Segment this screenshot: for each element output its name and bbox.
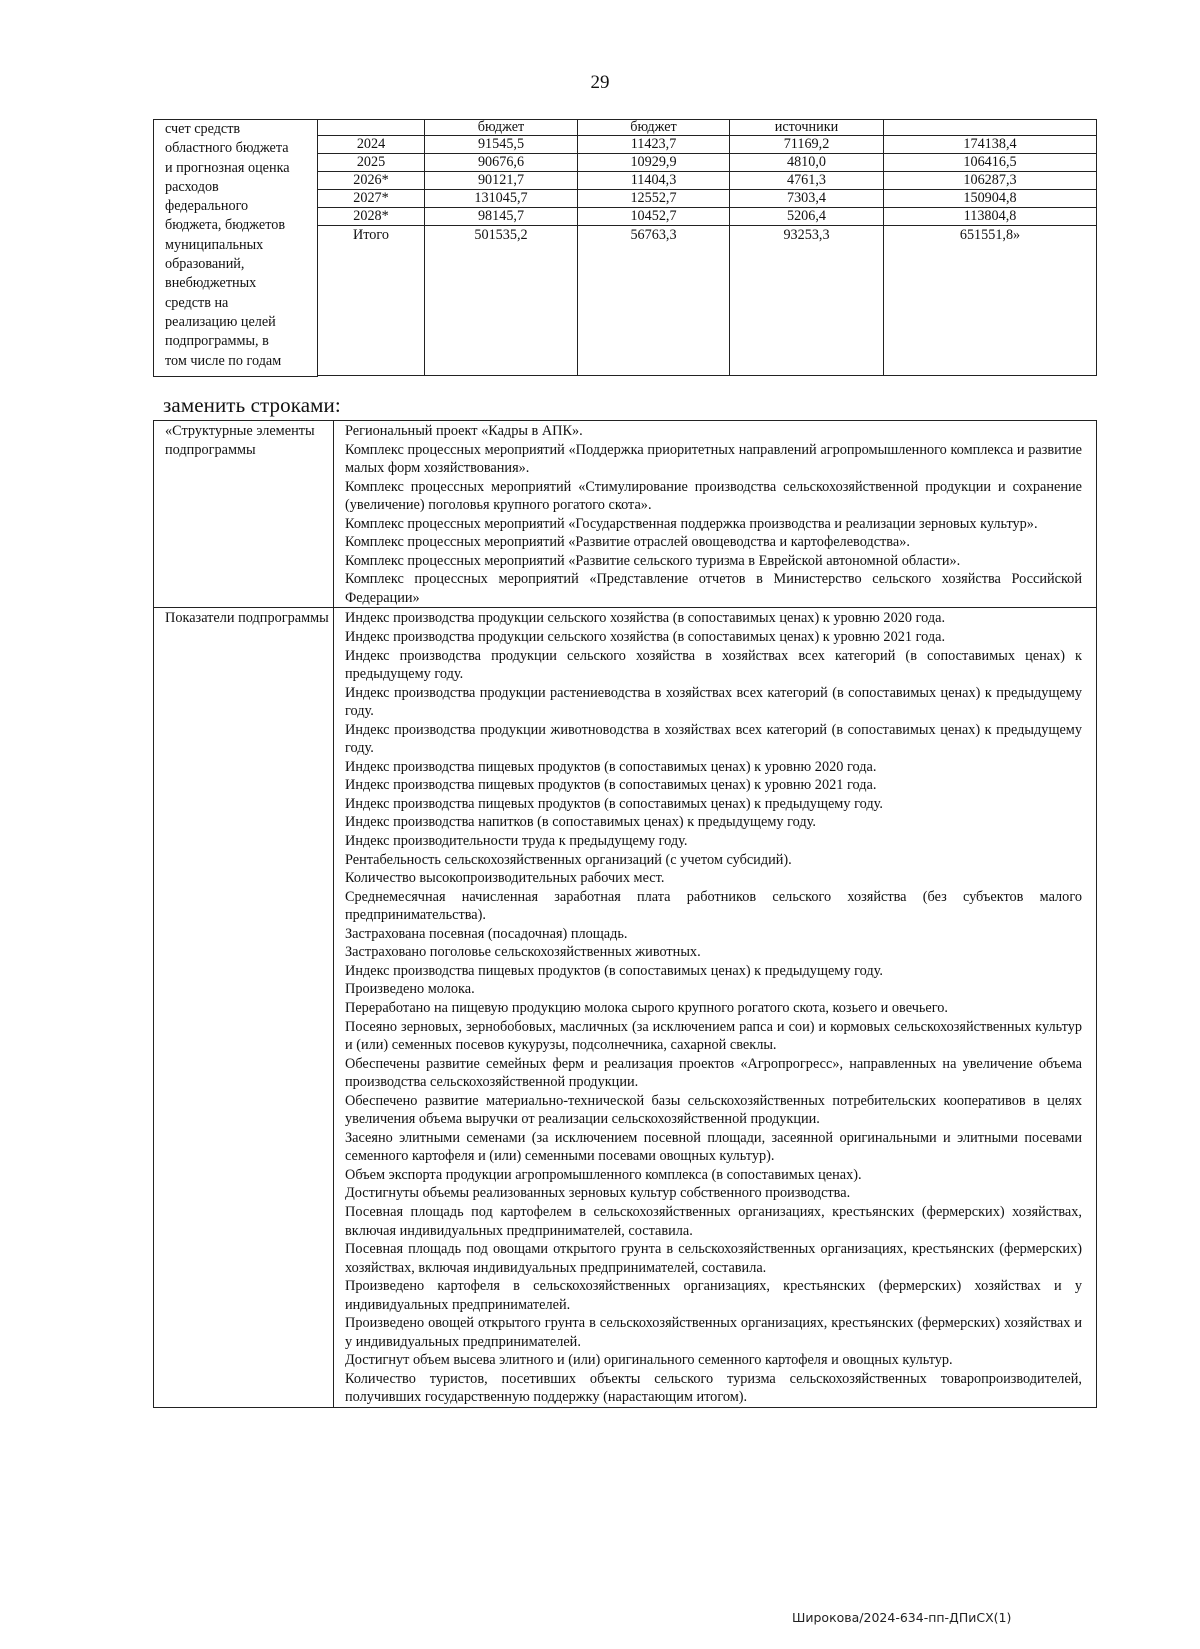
value-cell: 10929,9: [578, 154, 730, 172]
subprogram-table: [153, 420, 1097, 1408]
label-line: счет средств: [165, 121, 241, 137]
list-item: Объем экспорта продукции агропромышленного комплекса (в сопоставимых ценах).: [345, 1166, 862, 1183]
list-item: Засеяно элитными семенами (за исключением посевной площади, засеянной оригинальными и элитными посевами семенного картофеля и (или) семенными посевами овощных культур).: [345, 1129, 1082, 1165]
indicators-label: Показатели подпрограммы: [154, 608, 334, 1408]
table-row: [154, 421, 1097, 608]
list-item: Индекс производства продукции животноводства в хозяйствах всех категорий (в сопоставимых ценах) к предыдущему году.: [345, 721, 1082, 757]
header-cell: бюджет: [425, 120, 578, 136]
value-cell: 90121,7: [425, 172, 578, 190]
list-item: Обеспечено развитие материально-технической базы сельскохозяйственных потребительских кооперативов в целях увеличения объема выручки от реализации сельскохозяйственной продукции.: [345, 1092, 1082, 1128]
list-item: Индекс производства пищевых продуктов (в сопоставимых ценах) к предыдущему году.: [345, 962, 883, 979]
list-item: Обеспечены развитие семейных ферм и реализация проектов «Агропрогресс», направленных на увеличение объема производства сельскохозяйственной продукции.: [345, 1055, 1082, 1091]
total-label: Итого: [318, 226, 425, 376]
label-line: реализацию целей: [165, 313, 276, 330]
year-cell: 2028*: [318, 208, 425, 226]
list-item: Застрахована посевная (посадочная) площадь.: [345, 925, 628, 942]
structural-items: [334, 421, 1097, 608]
value-cell: 71169,2: [730, 136, 884, 154]
value-cell: 174138,4: [884, 136, 1097, 154]
value-cell: 4761,3: [730, 172, 884, 190]
list-item: Достигнут объем высева элитного и (или) оригинального семенного картофеля и овощных культур.: [345, 1352, 953, 1369]
value-cell: 10452,7: [578, 208, 730, 226]
header-cell: источники: [730, 120, 884, 136]
list-item: Посевная площадь под картофелем в сельскохозяйственных организациях, крестьянских (фермерских) хозяйствах, включая индивидуальных предпринимателей, составила.: [345, 1203, 1082, 1239]
list-item: Индекс производства продукции сельского хозяйства (в сопоставимых ценах) к уровню 2020 года.: [345, 610, 946, 627]
label-line: внебюджетных: [165, 275, 257, 292]
list-item: Посеяно зерновых, зернобобовых, масличных (за исключением рапса и сои) и кормовых сельскохозяйственных культур и (или) семенных посевов кукурузы, подсолнечника, сахарной свеклы.: [345, 1018, 1082, 1054]
year-cell: 2024: [318, 136, 425, 154]
structural-label: «Структурные элементы подпрограммы: [154, 421, 334, 608]
list-item: Комплекс процессных мероприятий «Представление отчетов в Министерство сельского хозяйства Российской Федерации»: [345, 571, 1082, 606]
label-line: муниципальных: [165, 236, 264, 253]
page-number: 29: [590, 72, 610, 93]
label-line: том числе по годам: [165, 352, 282, 369]
value-cell: 150904,8: [884, 190, 1097, 208]
value-cell: 7303,4: [730, 190, 884, 208]
label-line: образований,: [165, 256, 245, 273]
budget-table: [153, 119, 1097, 377]
table-row: [154, 608, 1097, 1408]
list-item: Количество высокопроизводительных рабочих мест.: [345, 870, 665, 887]
total-cell: 56763,3: [578, 226, 730, 376]
label-line: подпрограммы, в: [165, 333, 269, 350]
list-item: Достигнуты объемы реализованных зерновых культур собственного производства.: [345, 1185, 851, 1202]
list-item: Индекс производительности труда к предыдущему году.: [345, 833, 688, 850]
list-item: Рентабельность сельскохозяйственных организаций (с учетом субсидий).: [345, 851, 792, 868]
value-cell: 4810,0: [730, 154, 884, 172]
label-line: бюджета, бюджетов: [165, 217, 286, 234]
list-item: Количество туристов, посетивших объекты сельского туризма сельскохозяйственных товаропроизводителей, получивших государственную поддержку (нарастающим итогом).: [345, 1370, 1082, 1406]
value-cell: 12552,7: [578, 190, 730, 208]
value-cell: 11404,3: [578, 172, 730, 190]
value-cell: 106287,3: [884, 172, 1097, 190]
list-item: Индекс производства продукции растениеводства в хозяйствах всех категорий (в сопоставимых ценах) к предыдущему году.: [345, 684, 1082, 720]
list-item: Индекс производства продукции сельского хозяйства в хозяйствах всех категорий (в сопоставимых ценах) к предыдущему году.: [345, 647, 1082, 683]
value-cell: 91545,5: [425, 136, 578, 154]
value-cell: 98145,7: [425, 208, 578, 226]
label-line: федерального: [165, 198, 249, 215]
list-item: Индекс производства продукции сельского хозяйства (в сопоставимых ценах) к уровню 2021 года.: [345, 629, 946, 646]
year-cell: 2027*: [318, 190, 425, 208]
list-item: Индекс производства пищевых продуктов (в сопоставимых ценах) к уровню 2021 года.: [345, 777, 877, 794]
list-item: Комплекс процессных мероприятий «Государственная поддержка производства и реализации зерновых культур».: [345, 515, 1038, 532]
list-item: Комплекс процессных мероприятий «Развитие отраслей овощеводства и картофелеводства».: [345, 534, 910, 551]
label-line: и прогнозная оценка: [165, 159, 290, 176]
list-item: Переработано на пищевую продукцию молока сырого крупного рогатого скота, козьего и овечьего.: [345, 999, 948, 1016]
total-cell: 651551,8»: [884, 226, 1097, 376]
list-item: Индекс производства напитков (в сопоставимых ценах) к предыдущему году.: [345, 814, 816, 831]
list-item: Произведено овощей открытого грунта в сельскохозяйственных организациях, крестьянских (фермерских) хозяйствах и у индивидуальных предпринимателей.: [345, 1315, 1082, 1350]
list-item: Индекс производства пищевых продуктов (в сопоставимых ценах) к уровню 2020 года.: [345, 758, 877, 775]
value-cell: 106416,5: [884, 154, 1097, 172]
indicator-items: [334, 608, 1097, 1408]
list-item: Комплекс процессных мероприятий «Поддержка приоритетных направлений агропромышленного комплекса и развитие малых форм хозяйствования».: [345, 441, 1082, 477]
document-footer: Широкова/2024-634-пп-ДПиСХ(1): [792, 1610, 1012, 1625]
value-cell: 131045,7: [425, 190, 578, 208]
year-cell: 2025: [318, 154, 425, 172]
list-item: Произведено молока.: [345, 981, 475, 998]
list-item: Произведено картофеля в сельскохозяйственных организациях, крестьянских (фермерских) хозяйствах и у индивидуальных предпринимателей.: [345, 1278, 1082, 1313]
value-cell: 5206,4: [730, 208, 884, 226]
label-line: средств на: [165, 294, 229, 311]
header-cell: [884, 120, 1097, 136]
total-cell: 501535,2: [425, 226, 578, 376]
list-item: Застраховано поголовье сельскохозяйственных животных.: [345, 944, 701, 961]
year-cell: 2026*: [318, 172, 425, 190]
list-item: Посевная площадь под овощами открытого грунта в сельскохозяйственных организациях, крестьянских (фермерских) хозяйствах, включая индивидуальных предпринимателей, составила.: [345, 1241, 1082, 1276]
budget-label: [154, 120, 318, 377]
total-cell: 93253,3: [730, 226, 884, 376]
label-line: областного бюджета: [165, 140, 289, 157]
header-cell: бюджет: [578, 120, 730, 136]
value-cell: 113804,8: [884, 208, 1097, 226]
replace-heading: заменить строками:: [163, 393, 341, 417]
value-cell: 11423,7: [578, 136, 730, 154]
header-cell: [318, 120, 425, 136]
value-cell: 90676,6: [425, 154, 578, 172]
list-item: Индекс производства пищевых продуктов (в сопоставимых ценах) к предыдущему году.: [345, 795, 883, 812]
list-item: Комплекс процессных мероприятий «Развитие сельского туризма в Еврейской автономной области».: [345, 552, 961, 569]
list-item: Среднемесячная начисленная заработная плата работников сельского хозяйства (без субъектов малого предпринимательства).: [345, 888, 1082, 924]
list-item: Региональный проект «Кадры в АПК».: [345, 423, 583, 439]
label-line: расходов: [165, 178, 219, 195]
list-item: Комплекс процессных мероприятий «Стимулирование производства сельскохозяйственной продукции и сохранение (увеличение) поголовья крупного рогатого скота».: [345, 478, 1082, 514]
